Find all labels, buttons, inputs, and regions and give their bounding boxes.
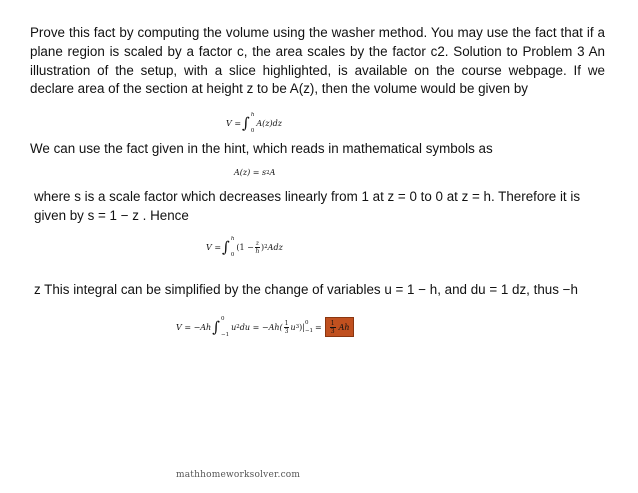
final-volume-equation — [176, 316, 354, 338]
hint-paragraph: We can use the fact given in the hint, which reads in mathematical symbols as — [30, 141, 493, 156]
eq4-exponent-3: 3 — [295, 324, 300, 330]
eq3-frac-den: h — [255, 247, 260, 255]
integral-sign-icon: ∫ — [222, 237, 230, 256]
eq3-tail: Adz — [267, 242, 283, 252]
eq1-lower-limit: 0 — [250, 128, 255, 134]
eq4-eval-lower: −1 — [304, 328, 314, 334]
problem-statement-paragraph: Prove this fact by computing the volume using the washer method. You may use the fact that if a plane region is scaled by a factor c, the area scales by the factor c2. Solution to Problem 3 An illustration of the setup, with a slice highlighted, is available on the course webpage. If we declare area of the section at height z to be A(z), then the volume would be given by — [30, 25, 605, 97]
eq3-fraction — [255, 240, 260, 255]
eq3-close: ) — [261, 242, 265, 252]
eq4-frac-den: 3 — [284, 327, 289, 335]
eq2-s: s — [262, 168, 267, 177]
answer-highlight-box — [325, 317, 354, 337]
eq4-eval-limits — [305, 320, 313, 334]
eq4-du: du = −Ah( — [239, 322, 283, 332]
volume-integral-equation — [226, 112, 282, 134]
scale-factor-paragraph: where s is a scale factor which decreases linearly from 1 at z = 0 to 0 at z = h. Therefore it is given by s = 1 − z . Hence — [34, 189, 581, 223]
eq3-exponent: 2 — [264, 244, 268, 250]
eq4-eval-upper: 0 — [304, 320, 309, 326]
eq3-lhs: V = — [206, 242, 222, 252]
eq4-eval-bar: )| — [299, 322, 305, 332]
eq4-fraction — [284, 320, 290, 335]
eq4-exponent: 2 — [236, 324, 240, 330]
area-scaling-equation — [234, 168, 275, 177]
eq3-lower-limit: 0 — [230, 252, 235, 258]
eq1-integrand: A(z)dz — [256, 118, 282, 128]
eq4-limits — [221, 316, 229, 338]
eq2-a: A — [269, 168, 276, 177]
eq1-limits — [251, 112, 255, 134]
eq2-lhs: A(z) = — [234, 168, 260, 177]
change-of-variables-paragraph: z This integral can be simplified by the change of variables u = 1 − h, and du = 1 dz, thus −h — [34, 282, 578, 297]
answer-frac-den: 3 — [330, 327, 335, 335]
eq3-limits — [231, 236, 235, 258]
eq3-upper-limit: h — [230, 236, 235, 242]
eq4-u: u — [290, 322, 296, 332]
eq3-open: (1 − — [236, 242, 254, 252]
eq2-exponent: 2 — [266, 169, 270, 176]
eq1-upper-limit: h — [250, 112, 255, 118]
integral-sign-icon: ∫ — [242, 113, 250, 132]
integral-sign-icon: ∫ — [212, 317, 221, 336]
eq4-integrand: u — [231, 322, 237, 332]
footer-site-url: mathhomeworksolver.com — [176, 470, 301, 480]
eq3-frac-num: z — [255, 239, 260, 247]
eq4-lower-limit: −1 — [221, 332, 230, 338]
eq4-frac-num: 1 — [284, 319, 289, 327]
eq4-lhs: V = −Ah — [176, 322, 212, 332]
answer-fraction — [330, 320, 336, 335]
answer-frac-num: 1 — [330, 319, 335, 327]
eq4-equals: = — [315, 322, 322, 332]
eq4-upper-limit: 0 — [221, 316, 225, 322]
substituted-volume-equation — [206, 236, 283, 258]
answer-tail: Ah — [338, 322, 350, 332]
eq1-lhs: V = — [226, 118, 242, 128]
